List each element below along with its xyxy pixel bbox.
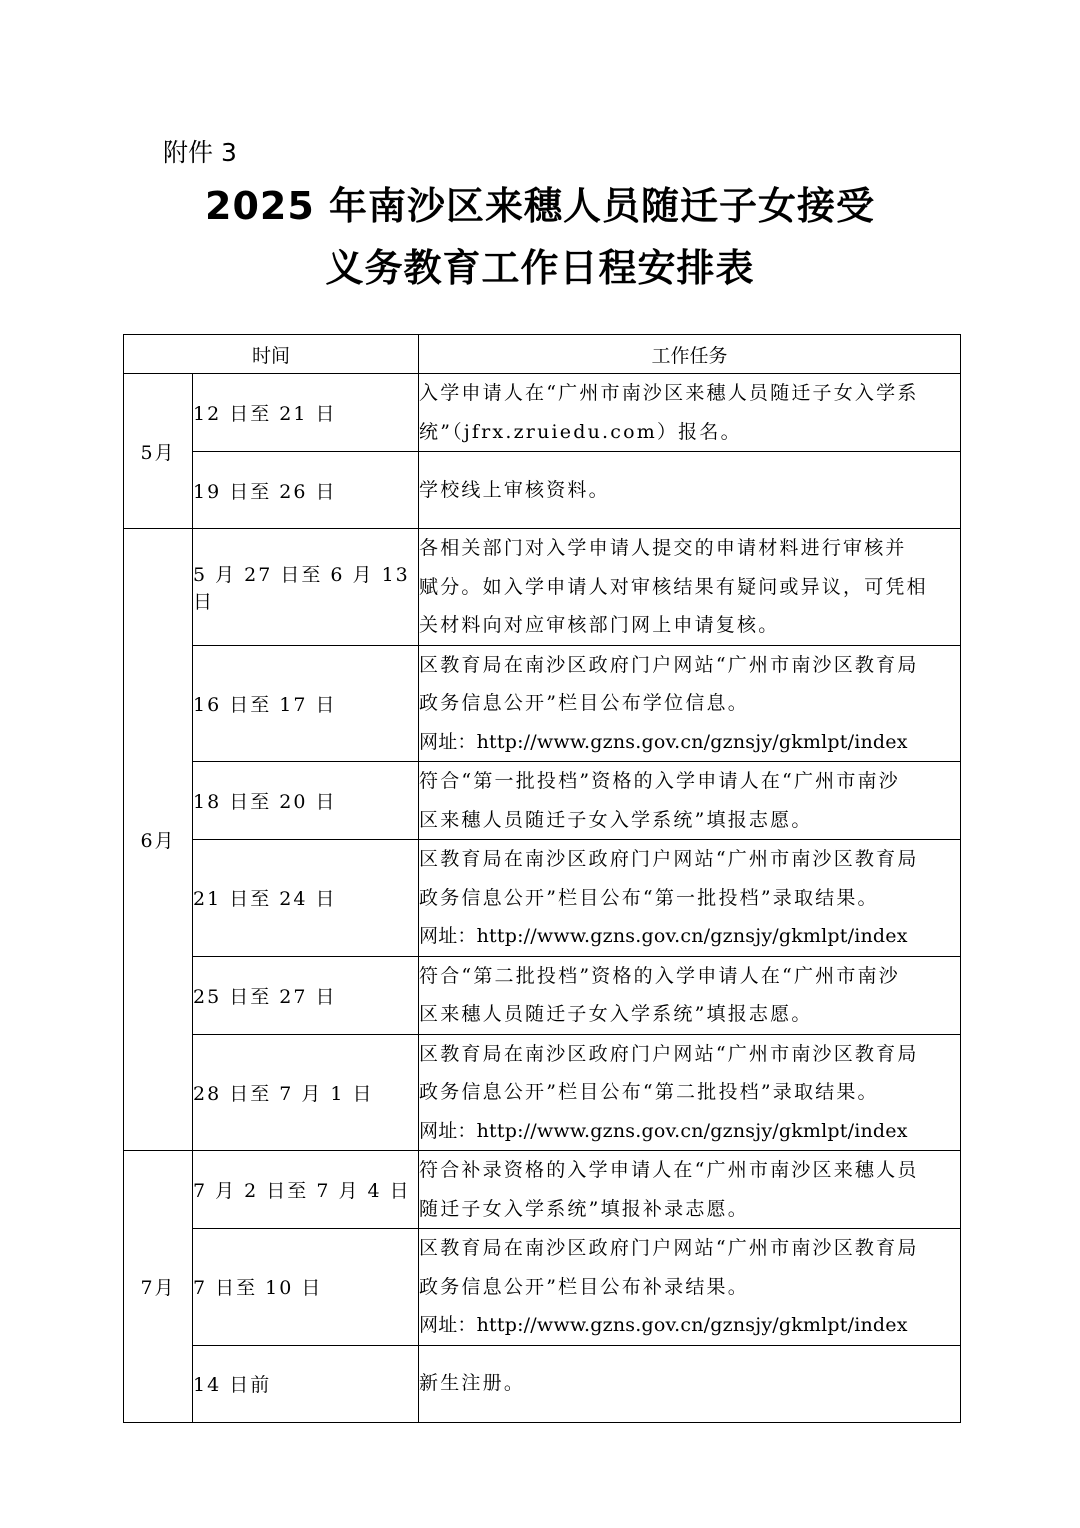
month-cell: 7月 bbox=[124, 1151, 193, 1423]
date-cell: 28 日至 7 月 1 日 bbox=[193, 1034, 419, 1151]
task-text-line: 区教育局在南沙区政府门户网站“广州市南沙区教育局 bbox=[419, 1237, 919, 1259]
date-cell: 7 日至 10 日 bbox=[193, 1229, 419, 1346]
header-task: 工作任务 bbox=[419, 335, 961, 374]
table-row bbox=[124, 374, 961, 452]
task-cell bbox=[419, 762, 961, 840]
table-row bbox=[124, 1229, 961, 1346]
date-cell: 12 日至 21 日 bbox=[193, 374, 419, 452]
task-text-line: 区来穗人员随迁子女入学系统”填报志愿。 bbox=[419, 1003, 813, 1025]
task-text-line: 区教育局在南沙区政府门户网站“广州市南沙区教育局 bbox=[419, 848, 919, 870]
attachment-label: 附件 3 bbox=[163, 138, 237, 167]
month-cell: 6月 bbox=[124, 529, 193, 1151]
task-text-line: 各相关部门对入学申请人提交的申请材料进行审核并 bbox=[419, 537, 907, 559]
table-row bbox=[124, 1034, 961, 1151]
task-cell bbox=[419, 1229, 961, 1346]
task-text-line: 网址：http://www.gzns.gov.cn/gznsjy/gkmlpt/index bbox=[419, 1119, 908, 1142]
date-cell: 18 日至 20 日 bbox=[193, 762, 419, 840]
task-cell bbox=[419, 1345, 961, 1422]
table-row bbox=[124, 840, 961, 957]
document-title-line-1: 2025 年南沙区来穗人员随迁子女接受 bbox=[205, 184, 875, 228]
table-row bbox=[124, 956, 961, 1034]
task-text-line: 政务信息公开”栏目公布“第二批投档”录取结果。 bbox=[419, 1081, 879, 1103]
task-text-line: 网址：http://www.gzns.gov.cn/gznsjy/gkmlpt/index bbox=[419, 925, 908, 947]
task-text-line: 随迁子女入学系统”填报补录志愿。 bbox=[419, 1197, 749, 1220]
task-cell bbox=[419, 1034, 961, 1151]
task-text-line: 学校线上审核资料。 bbox=[419, 478, 610, 501]
task-text-line: 符合“第一批投档”资格的入学申请人在“广州市南沙 bbox=[419, 770, 900, 792]
task-text-line: 区教育局在南沙区政府门户网站“广州市南沙区教育局 bbox=[419, 1042, 919, 1065]
task-text-line: 网址：http://www.gzns.gov.cn/gznsjy/gkmlpt/index bbox=[419, 1314, 908, 1336]
header-time: 时间 bbox=[124, 335, 419, 374]
month-cell: 5月 bbox=[124, 374, 193, 529]
date-cell: 25 日至 27 日 bbox=[193, 956, 419, 1034]
task-text-line: 符合补录资格的入学申请人在“广州市南沙区来穗人员 bbox=[419, 1159, 919, 1181]
table-row bbox=[124, 1151, 961, 1229]
document-title-line-2: 义务教育工作日程安排表 bbox=[325, 246, 755, 290]
task-text-line: 符合“第二批投档”资格的入学申请人在“广州市南沙 bbox=[419, 964, 900, 987]
task-text-line: 政务信息公开”栏目公布“第一批投档”录取结果。 bbox=[419, 886, 879, 909]
table-header-row bbox=[124, 335, 961, 374]
date-cell: 19 日至 26 日 bbox=[193, 452, 419, 529]
table-row bbox=[124, 1345, 961, 1422]
task-cell bbox=[419, 645, 961, 762]
task-cell bbox=[419, 374, 961, 452]
task-text-line: 政务信息公开”栏目公布补录结果。 bbox=[419, 1275, 749, 1298]
table-row bbox=[124, 452, 961, 529]
date-cell: 5 月 27 日至 6 月 13 日 bbox=[193, 529, 419, 646]
table-row bbox=[124, 645, 961, 762]
date-cell: 14 日前 bbox=[193, 1345, 419, 1422]
task-cell bbox=[419, 1151, 961, 1229]
task-text-line: 赋分。如入学申请人对审核结果有疑问或异议，可凭相 bbox=[419, 575, 928, 598]
task-cell bbox=[419, 452, 961, 529]
date-cell: 16 日至 17 日 bbox=[193, 645, 419, 762]
task-cell bbox=[419, 529, 961, 646]
task-cell bbox=[419, 956, 961, 1034]
schedule-body bbox=[124, 374, 961, 1423]
task-cell bbox=[419, 840, 961, 957]
task-text-line: 网址：http://www.gzns.gov.cn/gznsjy/gkmlpt/index bbox=[419, 730, 908, 753]
table-row bbox=[124, 529, 961, 646]
task-text-line: 政务信息公开”栏目公布学位信息。 bbox=[419, 692, 749, 714]
task-text-line: 入学申请人在“广州市南沙区来穗人员随迁子女入学系 bbox=[419, 382, 919, 404]
date-cell: 7 月 2 日至 7 月 4 日 bbox=[193, 1151, 419, 1229]
task-text-line: 区来穗人员随迁子女入学系统”填报志愿。 bbox=[419, 808, 813, 831]
table-row bbox=[124, 762, 961, 840]
schedule-table bbox=[123, 334, 961, 1423]
task-text-line: 新生注册。 bbox=[419, 1372, 526, 1395]
date-cell: 21 日至 24 日 bbox=[193, 840, 419, 957]
task-text-line: 区教育局在南沙区政府门户网站“广州市南沙区教育局 bbox=[419, 653, 919, 676]
task-text-line: 统”（jfrx.zruiedu.com）报名。 bbox=[419, 420, 742, 443]
task-text-line: 关材料向对应审核部门网上申请复核。 bbox=[419, 614, 780, 636]
